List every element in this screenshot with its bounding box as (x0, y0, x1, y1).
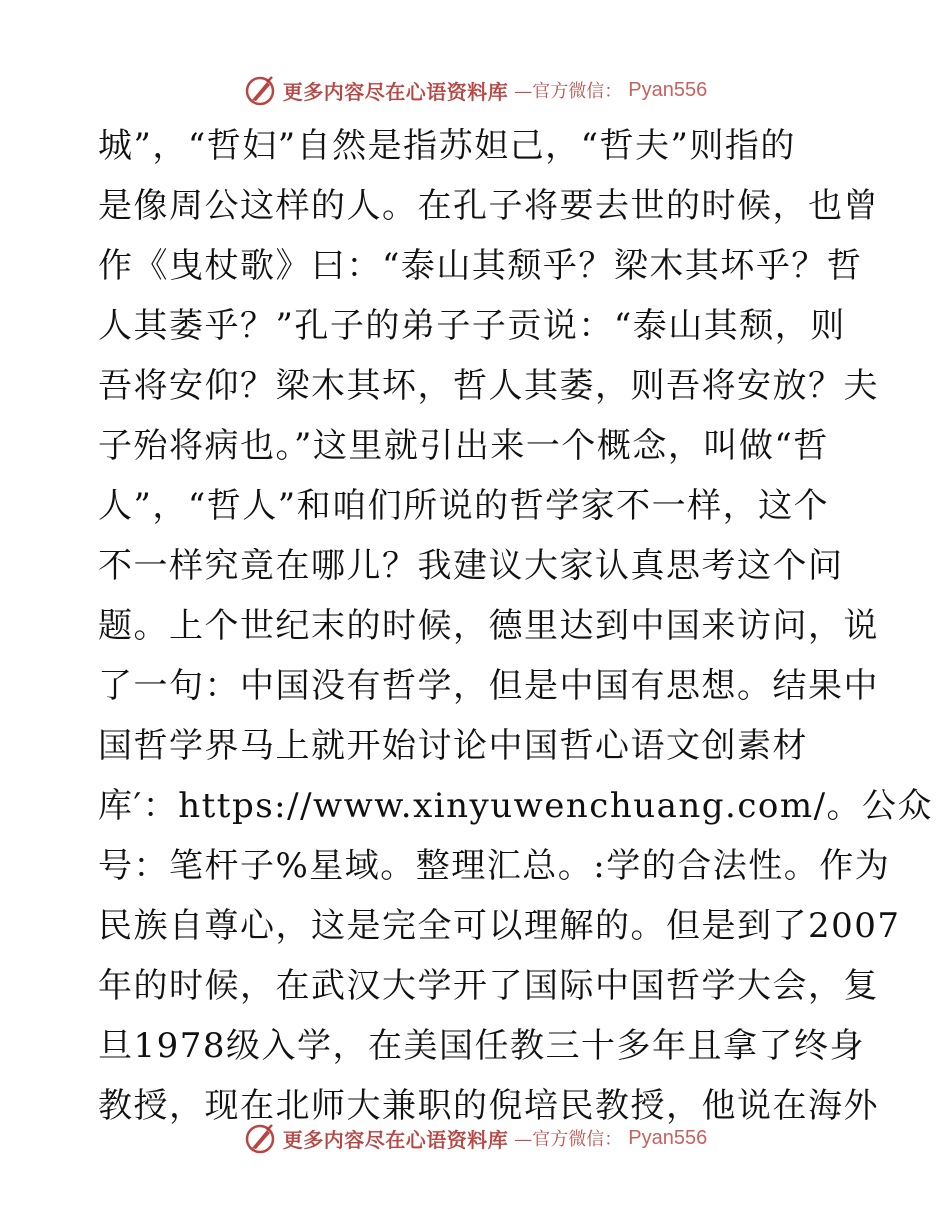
quill-pen-logo-icon (243, 1121, 277, 1155)
body-line-14: 民族自尊心，这是完全可以理解的。但是到了2007 (98, 906, 901, 946)
header-banner (0, 70, 950, 110)
body-line-12: 库′：https://www.xinyuwenchuang.com/。公众 (98, 786, 934, 826)
body-line-17: 教授，现在北师大兼职的倪培民教授，他说在海外 (98, 1086, 879, 1126)
footer-banner-separator: —官方微信： (514, 1129, 623, 1150)
body-line-16: 旦1978级入学，在美国任教三十多年且拿了终身 (98, 1026, 866, 1066)
body-line-15: 年的时候，在武汉大学开了国际中国哲学大会，复 (98, 966, 879, 1006)
body-line-6: 子殆将病也。”这里就引出来一个概念，叫做“哲 (98, 426, 829, 466)
body-line-9: 题。上个世纪末的时候，德里达到中国来访问，说 (98, 606, 879, 646)
body-line-2: 是像周公这样的人。在孔子将要去世的时候，也曾 (98, 186, 879, 226)
body-line-7: 人”，“哲人”和咱们所说的哲学家不一样，这个 (98, 486, 830, 526)
body-line-4: 人其萎乎？”孔子的弟子子贡说：“泰山其颓，则 (98, 306, 846, 346)
header-banner-text: 更多内容尽在心语资料库 (282, 79, 509, 104)
quill-pen-logo-icon (243, 73, 277, 107)
body-line-5: 吾将安仰？梁木其坏，哲人其萎，则吾将安放？夫 (98, 366, 879, 406)
footer-banner (0, 1118, 950, 1158)
document-body (98, 116, 934, 1136)
header-banner-separator: —官方微信： (514, 81, 623, 102)
body-line-11: 国哲学界马上就开始讨论中国哲心语文创素材 (98, 726, 808, 766)
body-line-13: 号：笔杆子%星域。整理汇总。:学的合法性。作为 (98, 846, 891, 886)
footer-banner-text: 更多内容尽在心语资料库 (282, 1127, 509, 1152)
header-banner-handle: Pyan556 (628, 78, 708, 101)
body-line-10: 了一句：中国没有哲学，但是中国有思想。结果中 (98, 666, 879, 706)
body-line-3: 作《曳杖歌》曰：“泰山其颓乎？梁木其坏乎？哲 (98, 246, 863, 286)
body-line-1: 城”，“哲妇”自然是指苏妲己，“哲夫”则指的 (98, 126, 796, 166)
footer-banner-handle: Pyan556 (628, 1126, 708, 1149)
body-line-8: 不一样究竟在哪儿？我建议大家认真思考这个问 (98, 546, 844, 586)
